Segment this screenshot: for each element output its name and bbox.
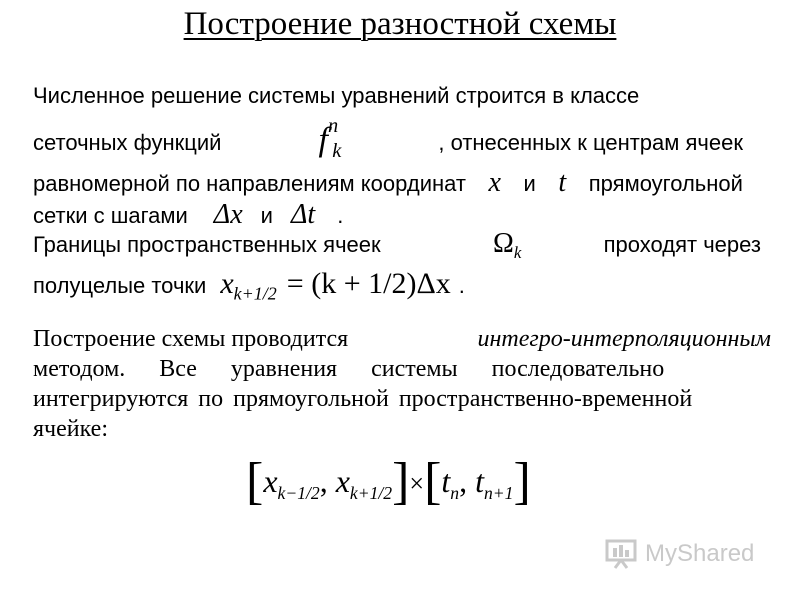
p1-l4-text: сетки с шагами (33, 203, 188, 229)
p1-and-1: и (523, 171, 536, 197)
p2-l2-text: полуцелые точки (33, 272, 207, 298)
omega-cell: $\Omega_k$ (493, 228, 522, 262)
p2-line-1 (33, 228, 761, 268)
p3-line-1 (33, 324, 771, 354)
dt-step: Δt (290, 199, 316, 231)
p1-l2-text-b: , отнесенных к центрам ячеек (438, 130, 743, 156)
p1-dot: . (337, 203, 344, 229)
p1-l3-text-b: прямоугольной (588, 171, 743, 197)
p1-line-1: Численное решение системы уравнений строится в классе (33, 83, 640, 108)
integration-cell-formula: [$x_{k-1/2}$, $x_{k+1/2}]\times[t_n$, $t_{n+1}$] (246, 453, 531, 510)
p2-l1-text-b: проходят через (603, 232, 761, 257)
dx-step: Δx (213, 199, 243, 231)
p2-dot: . (458, 272, 465, 298)
paragraph-numerical-solution (33, 80, 743, 231)
p2-line-2 (33, 268, 761, 309)
grid-function-formula: $f^n_k$ (318, 115, 342, 163)
p1-l3-text-a: равномерной по направлениям координат (33, 171, 466, 197)
paragraph-scheme-construction (33, 324, 771, 444)
p2-l1-text-a: Границы пространственных ячеек (33, 232, 381, 257)
p1-line-4 (33, 199, 743, 231)
p1-line-2 (33, 111, 743, 167)
p1-line-3 (33, 167, 743, 199)
x-variable: x (488, 167, 501, 199)
p3-l1-italic: интегро-интерполяционным (477, 326, 771, 352)
p1-l2-text-a: сеточных функций (33, 130, 222, 156)
half-integer-point-formula: $x_{k+1/2} = (k + 1/2)\Delta x$ (220, 266, 451, 304)
paragraph-cell-boundaries (33, 228, 761, 309)
page-title: Построение разностной схемы (183, 6, 617, 42)
p3-line-3: интегрируются по прямоугольной пространственно-временной (33, 386, 693, 412)
p3-l1-text-a: Построение схемы проводится (33, 326, 349, 352)
logo-text: MyShared (645, 540, 755, 567)
watermark-logo (605, 538, 754, 570)
presentation-board-icon (605, 538, 639, 570)
t-variable: t (558, 167, 567, 199)
p3-line-2: методом. Все уравнения системы последовательно (33, 356, 665, 382)
p3-line-4: ячейке: (33, 416, 108, 442)
p1-and-2: и (260, 203, 273, 229)
